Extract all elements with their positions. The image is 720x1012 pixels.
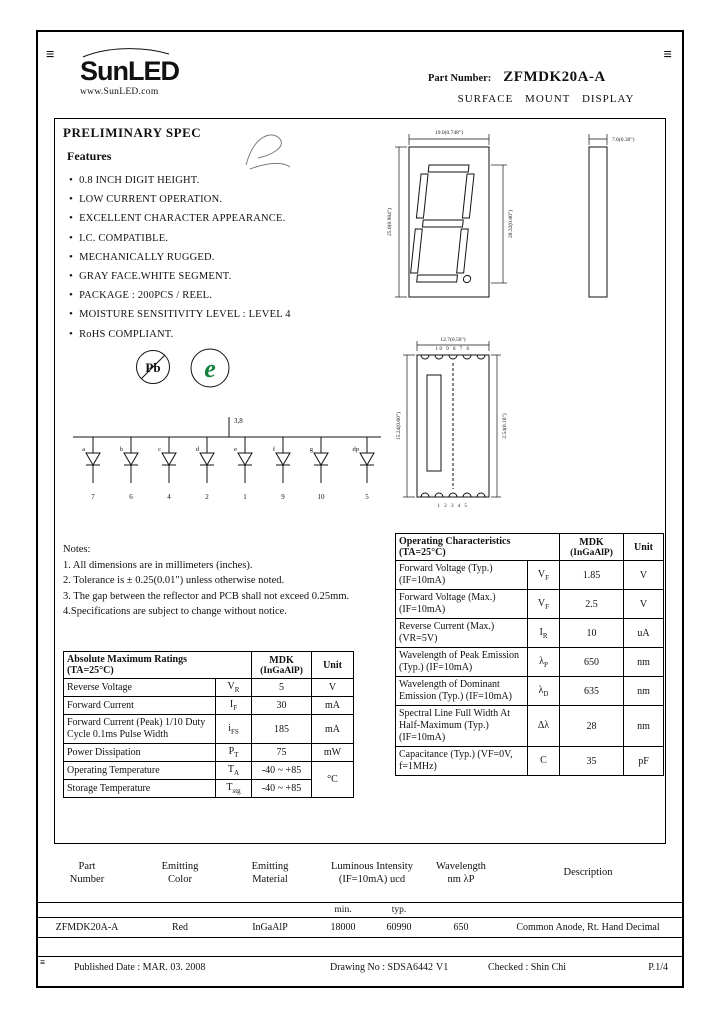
diode-symbol-d xyxy=(196,437,214,501)
company-logo: SunLED xyxy=(80,56,179,86)
table-row: Capacitance (Typ.) (VF=0V, f=1MHz) C 35 pF xyxy=(396,747,664,776)
table-header-row xyxy=(64,652,354,679)
table-row: Forward Voltage (Typ.) (IF=10mA) $V_F$ 1.85 V xyxy=(396,561,664,590)
table-row: Wavelength of Peak Emission (Typ.) (IF=10mA) $\lambda_P$ 650 nm xyxy=(396,648,664,677)
printer-mark-top-right: ≡ xyxy=(663,47,672,63)
note-item: 3. The gap between the reflector and PCB shall not exceed 0.25mm. xyxy=(63,590,350,602)
svg-text:d: d xyxy=(195,446,199,453)
device-column-header: MDK (InGaAlP) xyxy=(252,652,312,679)
svg-text:dp: dp xyxy=(352,446,359,453)
feature-item: • 0.8 INCH DIGIT HEIGHT. xyxy=(69,171,399,190)
svg-text:6: 6 xyxy=(129,493,133,501)
spec-sheet-body xyxy=(54,118,666,844)
diode-symbol-a xyxy=(82,437,100,501)
table-row: Forward Voltage (Max.) (IF=10mA) $V_F$ 2.5 V xyxy=(396,590,664,619)
table-row: Spectral Line Full Width At Half-Maximum (Typ.) (IF=10mA) Δλ 28 nm xyxy=(396,706,664,747)
footer-drawing-no: Drawing No : SDSA6442 xyxy=(330,962,434,973)
col-description: Description xyxy=(494,844,682,902)
decimal-point xyxy=(463,275,471,282)
table-row xyxy=(38,917,682,937)
cell-lum-typ: 60990 xyxy=(370,917,428,937)
abs-table-title: Absolute Maximum Ratings (TA=25°C) xyxy=(64,652,252,679)
op-table-title: Operating Characteristics (TA=25°C) xyxy=(396,534,560,561)
feature-item: • MECHANICALLY RUGGED. xyxy=(69,248,399,267)
dim-pad-pitch: 2.54(0.10") xyxy=(502,413,508,439)
package-front-view xyxy=(409,147,489,297)
table-row: Power Dissipation $P_T$ 75 mW xyxy=(64,744,354,762)
footer-checked-by: Checked : Shin Chi xyxy=(488,962,567,973)
castellated-pads-top xyxy=(421,355,485,359)
feature-item: • GRAY FACE.WHITE SEGMENT. xyxy=(69,267,399,286)
svg-text:9: 9 xyxy=(281,493,285,501)
unit-column-header: Unit xyxy=(312,652,354,679)
svg-text:2: 2 xyxy=(205,493,209,501)
rohs-e-icon xyxy=(187,345,233,391)
device-column-header: MDK (InGaAlP) xyxy=(560,534,624,561)
svg-text:7: 7 xyxy=(91,493,95,501)
notes-block xyxy=(63,543,393,621)
rear-pin-numbers-top: 10 9 8 7 6 xyxy=(435,347,471,352)
pb-free-icon xyxy=(133,347,173,387)
feature-item: • RoHS COMPLIANT. xyxy=(69,325,399,344)
pb-label: Pb xyxy=(145,360,161,375)
operating-characteristics-table xyxy=(395,533,664,776)
footer-page-number: P.1/4 xyxy=(648,962,668,973)
diode-symbol-f xyxy=(273,437,290,501)
dim-rear-width: 12.7(0.50") xyxy=(440,337,466,343)
col-part-number: Part Number xyxy=(38,844,136,902)
feature-item: • EXCELLENT CHARACTER APPEARANCE. xyxy=(69,209,399,228)
package-side-view xyxy=(589,134,635,297)
rohs-e-label: e xyxy=(204,354,216,383)
part-selection-table xyxy=(38,844,682,938)
table-row: Operating Temperature $T_A$ -40 ~ +85 °C xyxy=(64,762,354,780)
part-number-value: ZFMDK20A-A xyxy=(503,69,606,85)
svg-text:g: g xyxy=(309,446,313,453)
table-row: Forward Current $I_F$ 30 mA xyxy=(64,697,354,715)
feature-item: • PACKAGE : 200PCS / REEL. xyxy=(69,286,399,305)
cell-part-number: ZFMDK20A-A xyxy=(38,917,136,937)
table-row: Reverse Current (Max.) (VR=5V) $I_R$ 10 uA xyxy=(396,619,664,648)
diode-symbol-dp xyxy=(353,437,375,501)
header-part-block xyxy=(428,68,664,105)
table-row: Storage Temperature $T_{stg}$ -40 ~ +85 xyxy=(64,780,354,798)
preliminary-spec-title: PRELIMINARY SPEC xyxy=(63,125,202,140)
seven-segment-digit xyxy=(410,165,483,283)
svg-text:f: f xyxy=(272,446,275,453)
col-emitting-material: Emitting Material xyxy=(224,844,316,902)
dim-front-height: 25.0(0.984") xyxy=(387,208,393,236)
table-header-row xyxy=(396,534,664,561)
footer-version: V1 xyxy=(436,962,449,973)
svg-text:5: 5 xyxy=(365,493,369,501)
page-frame xyxy=(36,30,684,988)
part-number-label: Part Number: xyxy=(428,73,492,84)
svg-text:a: a xyxy=(82,446,85,453)
package-rear-view xyxy=(395,336,508,509)
col-emitting-color: Emitting Color xyxy=(136,844,224,902)
logo-block xyxy=(80,46,179,97)
svg-text:4: 4 xyxy=(167,493,171,501)
castellated-pads-bottom xyxy=(421,493,485,497)
cell-lum-min: 18000 xyxy=(316,917,370,937)
absolute-maximum-ratings-table xyxy=(63,651,354,798)
feature-item: • MOISTURE SENSITIVITY LEVEL : LEVEL 4 xyxy=(69,305,399,324)
cell-emitting-color: Red xyxy=(136,917,224,937)
diode-symbol-e xyxy=(234,437,252,501)
front-dimension-lines xyxy=(386,129,514,297)
diode-symbol-g xyxy=(310,437,328,501)
red-stamp-mark xyxy=(240,127,300,177)
selection-header-row xyxy=(38,844,682,902)
printer-mark-top-left: ≡ xyxy=(46,47,55,63)
svg-text:1: 1 xyxy=(243,493,247,501)
footer-published-date: Published Date : MAR. 03. 2008 xyxy=(74,962,206,973)
svg-text:10: 10 xyxy=(317,493,325,501)
svg-text:c: c xyxy=(158,446,161,453)
dim-digit-height: 20.32(0.80") xyxy=(508,210,514,238)
diode-symbol-b xyxy=(120,437,138,501)
min-label: min. xyxy=(316,902,370,917)
dim-front-width: 19.0(0.748") xyxy=(435,130,463,136)
cell-description: Common Anode, Rt. Hand Decimal xyxy=(494,917,682,937)
common-pin-label: 3,8 xyxy=(234,417,243,425)
rear-pin-numbers-bottom: 1 2 3 4 5 xyxy=(437,504,469,509)
typ-label: typ. xyxy=(370,902,428,917)
printer-mark-bottom-left: ≡ xyxy=(40,957,46,967)
company-website: www.SunLED.com xyxy=(80,87,159,97)
feature-item: • LOW CURRENT OPERATION. xyxy=(69,190,399,209)
dim-side-depth: 7.6(0.30") xyxy=(612,137,635,143)
diode-symbol-c xyxy=(158,437,176,501)
dim-rear-height: 15.24(0.60") xyxy=(396,412,402,440)
col-wavelength: Wavelength nm λP xyxy=(428,844,494,902)
product-title: SURFACE MOUNT DISPLAY xyxy=(457,93,635,105)
selection-subheader-row xyxy=(38,902,682,917)
footer-divider xyxy=(38,956,682,957)
cell-wavelength: 650 xyxy=(428,917,494,937)
table-row: Wavelength of Dominant Emission (Typ.) (IF=10mA) $\lambda_D$ 635 nm xyxy=(396,677,664,706)
note-item: 2. Tolerance is ± 0.25(0.01") unless otherwise noted. xyxy=(63,575,285,586)
features-heading: Features xyxy=(67,149,112,163)
note-item: 4.Specifications are subject to change without notice. xyxy=(63,606,287,617)
svg-text:b: b xyxy=(119,446,123,453)
note-item: 1. All dimensions are in millimeters (inches). xyxy=(63,559,253,571)
svg-text:e: e xyxy=(234,446,237,453)
col-luminous-intensity: Luminous Intensity (IF=10mA) ucd xyxy=(316,844,428,902)
cell-emitting-material: InGaAlP xyxy=(224,917,316,937)
table-row: Reverse Voltage $V_R$ 5 V xyxy=(64,679,354,697)
internal-circuit-diagram xyxy=(59,407,395,519)
unit-column-header: Unit xyxy=(624,534,664,561)
notes-title: Notes: xyxy=(63,544,91,555)
feature-item: • I.C. COMPATIBLE. xyxy=(69,229,399,248)
table-row: Forward Current (Peak) 1/10 Duty Cycle 0.1ms Pulse Width $i_{FS}$ 185 mA xyxy=(64,715,354,744)
